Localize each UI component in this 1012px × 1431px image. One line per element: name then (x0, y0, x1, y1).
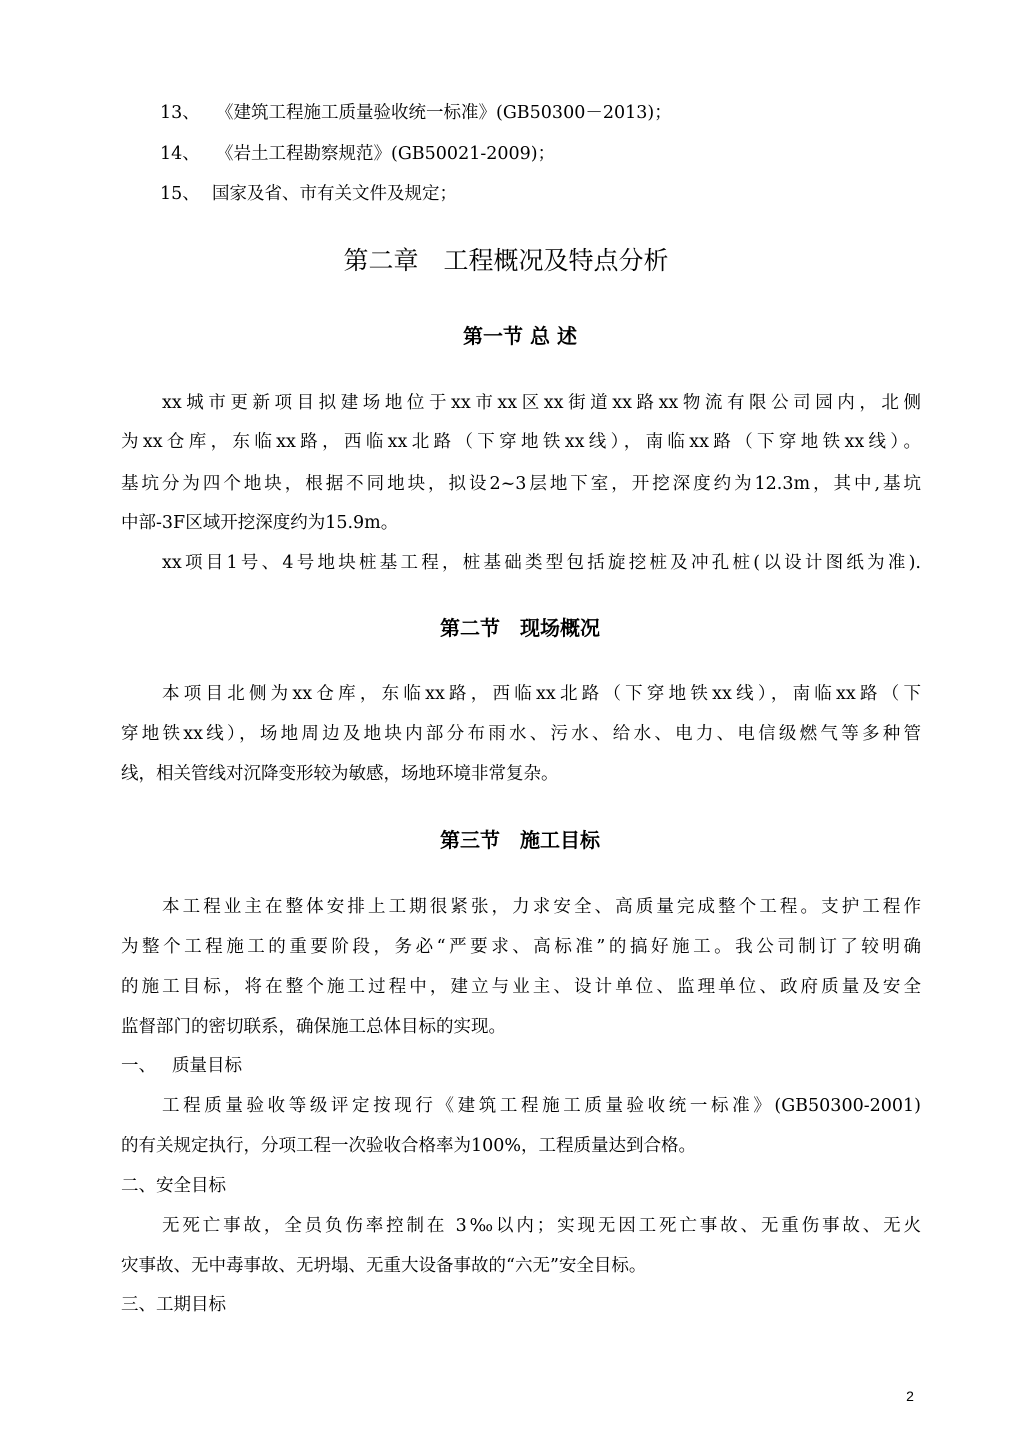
paragraph-line: 线，相关管线对沉降变形较为敏感，场地环境非常复杂。 (121, 764, 559, 784)
paragraph-line: 工程质量验收等级评定按现行《建筑工程施工质量验收统一标准》(GB50300-2001) (162, 1096, 921, 1116)
section-title: 第三节 施工目标 (440, 828, 600, 852)
paragraph-line: 为整个工程施工的重要阶段，务必“严要求、高标准”的搞好施工。我公司制订了较明确 (121, 937, 921, 957)
paragraph-line: 灾事故、无中毒事故、无坍塌、无重大设备事故的“六无”安全目标。 (121, 1256, 647, 1276)
paragraph-line: 的有关规定执行，分项工程一次验收合格率为100%，工程质量达到合格。 (121, 1136, 697, 1156)
paragraph-line: 的施工目标，将在整个施工过程中，建立与业主、设计单位、监理单位、政府质量及安全 (121, 977, 921, 997)
reference-number: 14、 (160, 144, 200, 164)
paragraph-line: 本工程业主在整体安排上工期很紧张，力求安全、高质量完成整个工程。支护工程作 (162, 897, 921, 917)
paragraph-line: 基坑分为四个地块，根据不同地块，拟设2~3层地下室，开挖深度约为12.3m，其中,基坑 (121, 474, 921, 494)
list-number: 一、 (121, 1056, 156, 1076)
subsection-heading: 二、安全目标 (121, 1176, 226, 1196)
reference-number: 15、 (160, 184, 200, 204)
paragraph-line: 无死亡事故，全员负伤率控制在 3‰以内；实现无因工死亡事故、无重伤事故、无火 (162, 1216, 921, 1236)
paragraph-line: xx项目1号、4号地块桩基工程，桩基础类型包括旋挖桩及冲孔桩(以设计图纸为准). (162, 553, 921, 573)
paragraph-line: 为xx仓库，东临xx路，西临xx北路（下穿地铁xx线），南临xx路（下穿地铁xx线）。 (121, 432, 921, 452)
reference-text: 国家及省、市有关文件及规定； (212, 184, 457, 204)
subsection-heading: 质量目标 (172, 1056, 242, 1076)
section-title: 第一节 总 述 (463, 324, 577, 348)
reference-number: 13、 (160, 103, 200, 123)
paragraph-line: 中部-3F区域开挖深度约为15.9m。 (121, 513, 399, 533)
section-title: 第二节 现场概况 (440, 616, 600, 640)
paragraph-line: xx城市更新项目拟建场地位于xx市xx区xx街道xx路xx物流有限公司园内，北侧 (162, 393, 921, 413)
paragraph-line: 监督部门的密切联系，确保施工总体目标的实现。 (121, 1017, 506, 1037)
paragraph-line: 穿地铁xx线），场地周边及地块内部分布雨水、污水、给水、电力、电信级燃气等多种管 (121, 724, 921, 744)
reference-text: 《建筑工程施工质量验收统一标准》(GB50300－2013)； (216, 103, 672, 123)
reference-text: 《岩土工程勘察规范》(GB50021-2009)； (216, 144, 556, 164)
paragraph-line: 本项目北侧为xx仓库，东临xx路，西临xx北路（下穿地铁xx线），南临xx路（下 (162, 684, 921, 704)
subsection-heading: 三、工期目标 (121, 1295, 226, 1315)
page-number: 2 (906, 1388, 914, 1404)
chapter-title: 第二章 工程概况及特点分析 (343, 246, 669, 275)
